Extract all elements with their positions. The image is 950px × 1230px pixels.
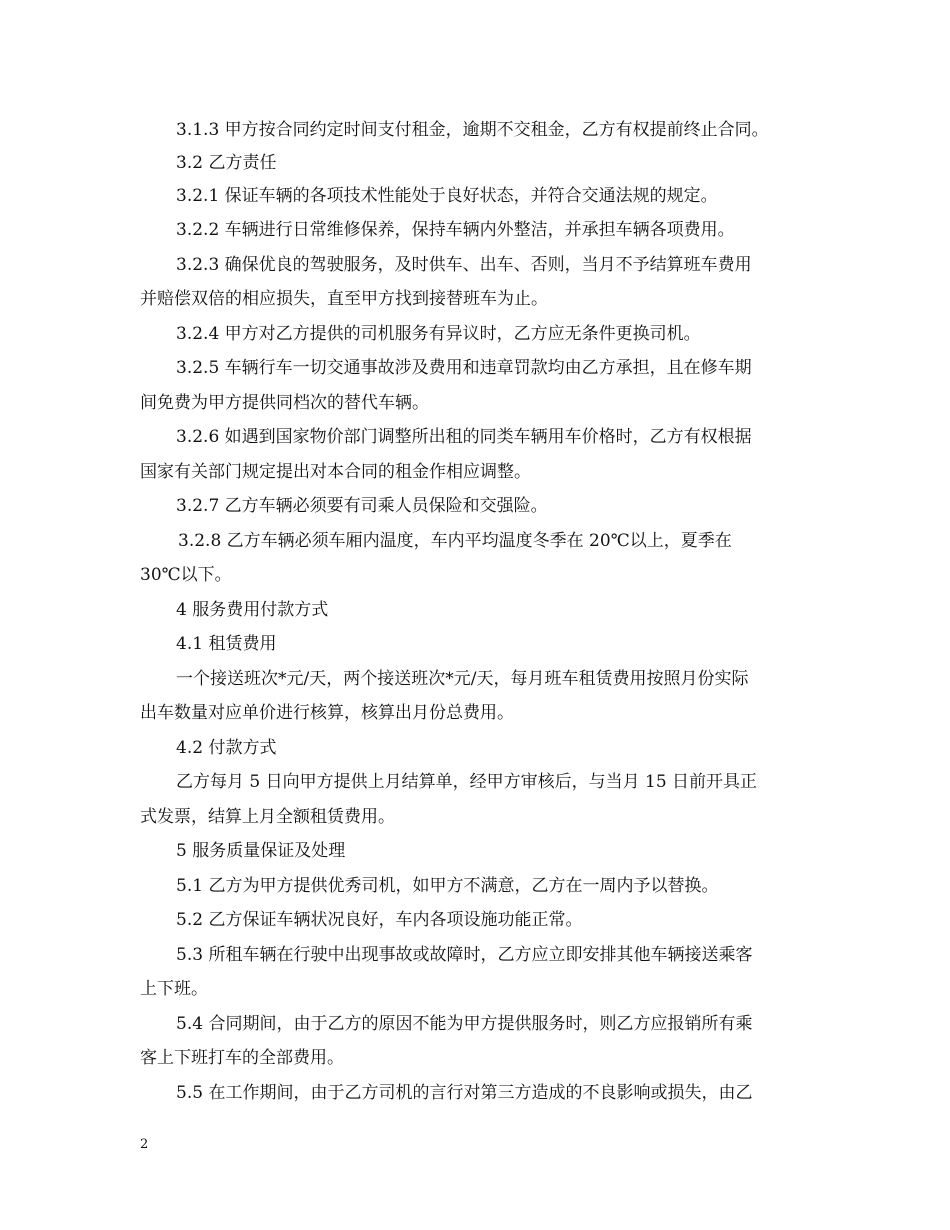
text-line-3-2-3-cont: 并赔偿双倍的相应损失，直至甲方找到接替班车为止。 [140,289,548,309]
text-line-5-5: 5.5 在工作期间，由于乙方司机的言行对第三方造成的不良影响或损失，由乙 [176,1083,753,1103]
text-line-3-2-4: 3.2.4 甲方对乙方提供的司机服务有异议时，乙方应无条件更换司机。 [176,324,701,344]
text-line-3-1-3: 3.1.3 甲方按合同约定时间支付租金，逾期不交租金，乙方有权提前终止合同。 [176,120,769,140]
heading-5: 5 服务质量保证及处理 [176,841,346,861]
text-line-3-2-6-cont: 国家有关部门规定提出对本合同的租金作相应调整。 [140,462,531,482]
text-line-5-4: 5.4 合同期间，由于乙方的原因不能为甲方提供服务时，则乙方应报销所有乘 [176,1014,753,1034]
text-line-4-2-cont: 式发票，结算上月全额租赁费用。 [140,807,395,827]
text-line-3-2-8-cont: 30℃以下。 [140,565,232,585]
text-line-5-3: 5.3 所租车辆在行驶中出现事故或故障时，乙方应立即安排其他车辆接送乘客 [176,945,753,965]
text-line-3-2-7: 3.2.7 乙方车辆必须要有司乘人员保险和交强险。 [176,496,548,516]
text-line-5-3-cont: 上下班。 [140,979,208,999]
text-line-5-1: 5.1 乙方为甲方提供优秀司机，如甲方不满意，乙方在一周内予以替换。 [176,876,719,896]
text-line-3-2-3: 3.2.3 确保优良的驾驶服务，及时供车、出车、否则，当月不予结算班车费用 [176,255,752,275]
text-line-3-2-5-cont: 间免费为甲方提供同档次的替代车辆。 [140,393,429,413]
text-line-4-1-cont: 出车数量对应单价进行核算，核算出月份总费用。 [140,703,514,723]
heading-3-2: 3.2 乙方责任 [176,153,277,173]
text-line-3-2-8: 3.2.8 乙方车辆必须车厢内温度，车内平均温度冬季在 20℃以上，夏季在 [178,531,732,551]
text-line-4-1: 一个接送班次*元/天，两个接送班次*元/天，每月班车租赁费用按照月份实际 [176,669,749,689]
heading-4-2: 4.2 付款方式 [176,738,277,758]
text-line-3-2-6: 3.2.6 如遇到国家物价部门调整所出租的同类车辆用车价格时，乙方有权根据 [176,427,752,447]
text-line-4-2: 乙方每月 5 日向甲方提供上月结算单，经甲方审核后，与当月 15 日前开具正 [176,772,758,792]
text-line-5-2: 5.2 乙方保证车辆状况良好，车内各项设施功能正常。 [176,910,583,930]
text-line-3-2-1: 3.2.1 保证车辆的各项技术性能处于良好状态，并符合交通法规的规定。 [176,186,718,206]
page-number: 2 [140,1137,149,1152]
text-line-5-4-cont: 客上下班打车的全部费用。 [140,1048,344,1068]
heading-4: 4 服务费用付款方式 [176,600,329,620]
text-line-3-2-2: 3.2.2 车辆进行日常维修保养，保持车辆内外整洁，并承担车辆各项费用。 [176,220,735,240]
text-line-3-2-5: 3.2.5 车辆行车一切交通事故涉及费用和违章罚款均由乙方承担，且在修车期 [176,358,752,378]
heading-4-1: 4.1 租赁费用 [176,634,277,654]
